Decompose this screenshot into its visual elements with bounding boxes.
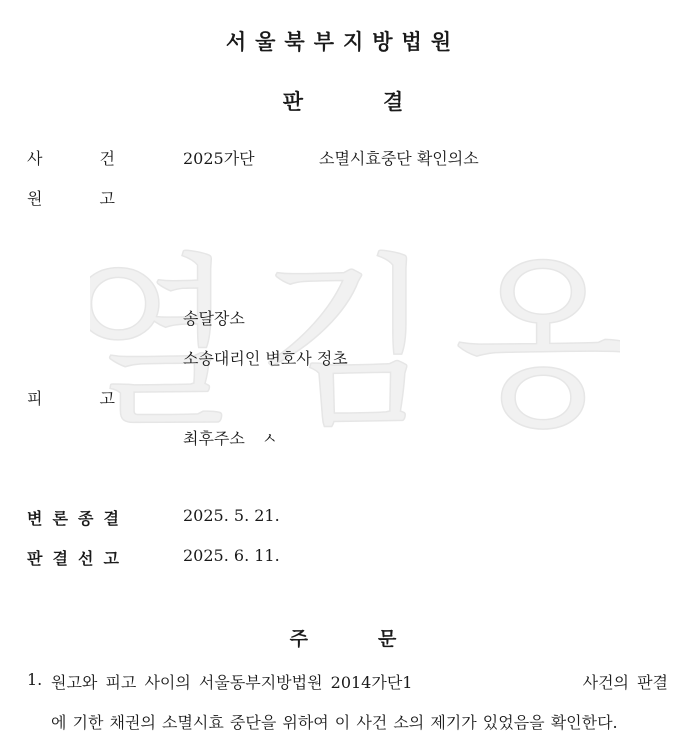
last-address [183, 426, 277, 449]
court-name: 서울북부지방법원 [225, 29, 461, 54]
case-name: 소멸시효중단 확인의소 [319, 149, 479, 168]
last-address-value: ㅅ [261, 429, 278, 448]
svg-text:열김옹: 열김옹 [90, 248, 620, 438]
order-item-line2: 에 기한 채권의 소멸시효 중단을 위하여 이 사건 소의 제기가 있었음을 확인한다. [51, 713, 618, 732]
judgment-date: 2025. 6. 11. [183, 546, 280, 565]
attorney: 소송대리인 변호사 정초 [183, 349, 348, 368]
order-heading: 주문 [289, 628, 467, 650]
order-item-line1-a: 원고와 피고 사이의 서울동부지방법원 2014가단1 [51, 673, 413, 692]
case-label: 사 건 [27, 149, 115, 168]
order-item-number: 1. [27, 670, 43, 689]
closing-label: 변 론 종 결 [27, 509, 119, 528]
plaintiff-label: 원 고 [27, 189, 115, 208]
service-address-label: 송달장소 [183, 309, 245, 328]
closing-date: 2025. 5. 21. [183, 506, 280, 525]
watermark [90, 248, 620, 438]
judgment-label: 판 결 선 고 [27, 549, 119, 568]
document-title: 판결 [282, 89, 484, 114]
case-number: 2025가단 [183, 149, 255, 168]
order-item-line1-b: 사건의 판결 [582, 673, 668, 692]
last-address-label: 최후주소 [183, 429, 245, 448]
defendant-label: 피 고 [27, 389, 115, 408]
